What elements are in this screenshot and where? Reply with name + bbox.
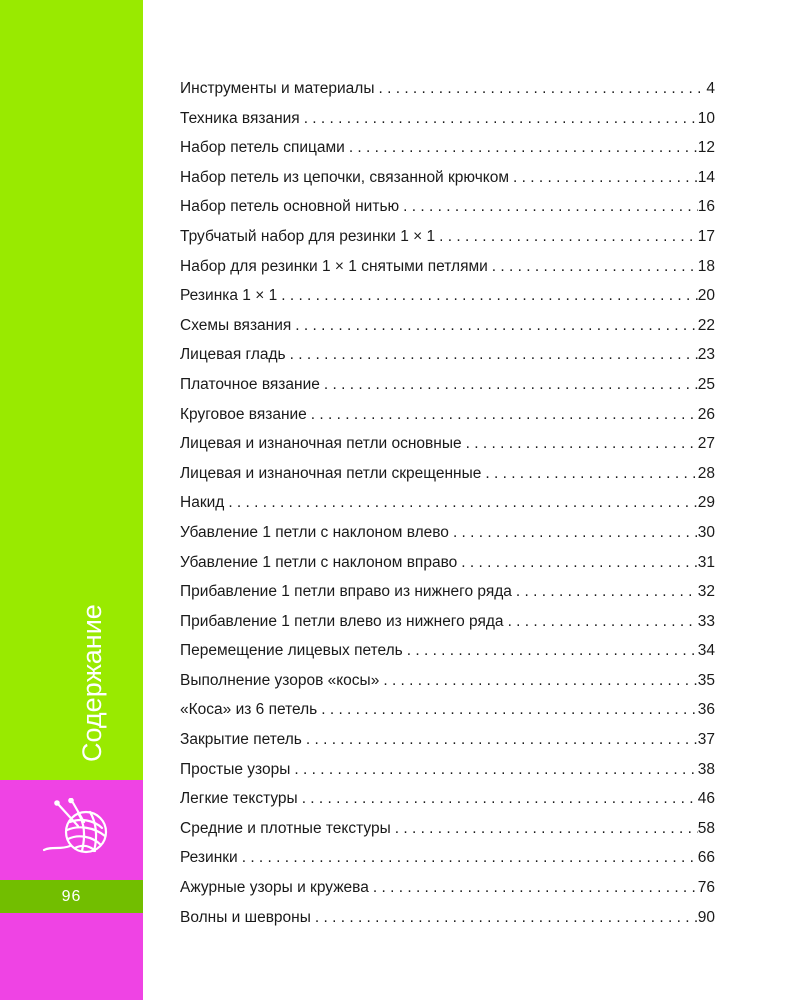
toc-entry-title: Накид: [180, 494, 225, 512]
toc-entry: [180, 583, 715, 613]
toc-entry-page: 90: [697, 908, 715, 926]
toc-entry-page: 17: [697, 227, 715, 245]
toc-leader-dots: [311, 909, 698, 927]
toc-entry-title: Набор петель основной нитью: [180, 198, 400, 216]
toc-leader-dots: [300, 110, 698, 128]
toc-entry-title: Лицевая и изнаночная петли скрещенные: [180, 464, 482, 482]
toc-entry-page: 33: [697, 612, 715, 630]
toc-entry-page: 32: [697, 583, 715, 601]
toc-entry-title: Набор петель спицами: [180, 139, 345, 157]
toc-entry-page: 30: [697, 523, 715, 541]
toc-entry-page: 66: [697, 849, 715, 867]
toc-entry-title: Резинки: [180, 849, 238, 867]
toc-entry: [180, 790, 715, 820]
toc-entry: [180, 110, 715, 140]
toc-entry-title: Ажурные узоры и кружева: [180, 879, 369, 897]
toc-leader-dots: [512, 583, 698, 601]
toc-leader-dots: [374, 80, 706, 98]
toc-entry: [180, 317, 715, 347]
sidebar: [0, 0, 143, 1000]
toc-entry: [180, 494, 715, 524]
toc-entry-page: 14: [697, 168, 715, 186]
toc-entry-title: Закрытие петель: [180, 731, 302, 749]
toc-entry: [180, 465, 715, 495]
toc-leader-dots: [509, 169, 698, 187]
toc-entry: [180, 258, 715, 288]
toc-leader-dots: [317, 701, 698, 719]
section-title: Содержание: [77, 604, 107, 762]
toc-entry-title: Прибавление 1 петли вправо из нижнего ряда: [180, 583, 512, 601]
toc-entry: [180, 169, 715, 199]
toc-entry: [180, 879, 715, 909]
toc-entry-title: Простые узоры: [180, 760, 291, 778]
toc-leader-dots: [379, 672, 697, 690]
toc-entry-page: 36: [697, 701, 715, 719]
yarn-ball-with-needles-icon: [38, 798, 118, 862]
sidebar-green-band: [0, 0, 143, 780]
toc-entry-title: Лицевая гладь: [180, 346, 286, 364]
toc-leader-dots: [277, 287, 698, 305]
toc-entry-title: Лицевая и изнаночная петли основные: [180, 435, 462, 453]
toc-entry-title: Средние и плотные текстуры: [180, 819, 391, 837]
toc-entry-page: 22: [697, 316, 715, 334]
toc-entry: [180, 435, 715, 465]
toc-entry: [180, 849, 715, 879]
table-of-contents: [180, 80, 715, 938]
toc-leader-dots: [399, 198, 698, 216]
toc-entry-title: Набор для резинки 1 × 1 снятыми петлями: [180, 257, 488, 275]
toc-entry-title: Набор петель из цепочки, связанной крючком: [180, 168, 510, 186]
toc-entry-page: 34: [697, 642, 715, 660]
toc-entry-page: 23: [697, 346, 715, 364]
toc-entry-page: 46: [697, 790, 715, 808]
toc-entry: [180, 139, 715, 169]
toc-leader-dots: [238, 849, 698, 867]
toc-leader-dots: [462, 435, 698, 453]
toc-entry-title: Выполнение узоров «косы»: [180, 671, 380, 689]
toc-entry-page: 31: [697, 553, 715, 571]
toc-entry: [180, 909, 715, 939]
toc-leader-dots: [291, 317, 697, 335]
toc-entry: [180, 701, 715, 731]
toc-entry: [180, 228, 715, 258]
toc-entry-title: Волны и шевроны: [180, 908, 311, 926]
toc-leader-dots: [391, 820, 698, 838]
toc-entry-title: Платочное вязание: [180, 375, 320, 393]
toc-leader-dots: [298, 790, 698, 808]
toc-entry: [180, 346, 715, 376]
toc-entry: [180, 613, 715, 643]
toc-entry-page: 25: [697, 375, 715, 393]
toc-leader-dots: [369, 879, 698, 897]
toc-entry: [180, 198, 715, 228]
toc-leader-dots: [224, 494, 697, 512]
toc-entry-title: Техника вязания: [180, 109, 300, 127]
toc-leader-dots: [290, 761, 697, 779]
toc-leader-dots: [345, 139, 698, 157]
toc-entry-title: Убавление 1 петли с наклоном вправо: [180, 553, 458, 571]
toc-entry-page: 29: [697, 494, 715, 512]
toc-entry-page: 12: [697, 139, 715, 157]
toc-entry-title: Трубчатый набор для резинки 1 × 1: [180, 227, 436, 245]
toc-entry: [180, 642, 715, 672]
page-number-band: [0, 880, 143, 913]
toc-leader-dots: [302, 731, 698, 749]
toc-entry-page: 28: [697, 464, 715, 482]
toc-entry: [180, 524, 715, 554]
toc-entry: [180, 554, 715, 584]
toc-entry-title: Прибавление 1 петли влево из нижнего ряда: [180, 612, 504, 630]
toc-entry-page: 27: [697, 435, 715, 453]
toc-entry-title: Легкие текстуры: [180, 790, 298, 808]
toc-entry: [180, 376, 715, 406]
toc-leader-dots: [449, 524, 698, 542]
toc-leader-dots: [435, 228, 698, 246]
toc-entry-title: Резинка 1 × 1: [180, 287, 278, 305]
toc-entry-title: Убавление 1 петли с наклоном влево: [180, 523, 449, 541]
toc-entry-title: «Коса» из 6 петель: [180, 701, 318, 719]
toc-entry-page: 16: [697, 198, 715, 216]
toc-entry: [180, 287, 715, 317]
toc-entry-title: Схемы вязания: [180, 316, 292, 334]
toc-entry-page: 38: [697, 760, 715, 778]
toc-leader-dots: [286, 346, 698, 364]
toc-entry: [180, 761, 715, 791]
toc-leader-dots: [403, 642, 698, 660]
toc-entry-title: Инструменты и материалы: [180, 80, 375, 97]
toc-entry-page: 26: [697, 405, 715, 423]
toc-entry-page: 20: [697, 287, 715, 305]
toc-entry: [180, 406, 715, 436]
toc-entry: [180, 80, 715, 110]
toc-entry-page: 4: [706, 80, 715, 97]
toc-entry-page: 35: [697, 671, 715, 689]
toc-entry-page: 76: [697, 879, 715, 897]
toc-leader-dots: [457, 554, 697, 572]
toc-entry: [180, 672, 715, 702]
toc-leader-dots: [320, 376, 698, 394]
toc-leader-dots: [504, 613, 698, 631]
toc-entry: [180, 820, 715, 850]
toc-entry-title: Круговое вязание: [180, 405, 307, 423]
toc-entry-page: 18: [697, 257, 715, 275]
toc-leader-dots: [488, 258, 698, 276]
page-number: 96: [61, 887, 82, 905]
toc-entry-title: Перемещение лицевых петель: [180, 642, 403, 660]
toc-entry-page: 37: [697, 731, 715, 749]
toc-entry: [180, 731, 715, 761]
toc-entry-page: 10: [697, 109, 715, 127]
toc-leader-dots: [481, 465, 697, 483]
toc-leader-dots: [307, 406, 698, 424]
toc-entry-page: 58: [697, 819, 715, 837]
